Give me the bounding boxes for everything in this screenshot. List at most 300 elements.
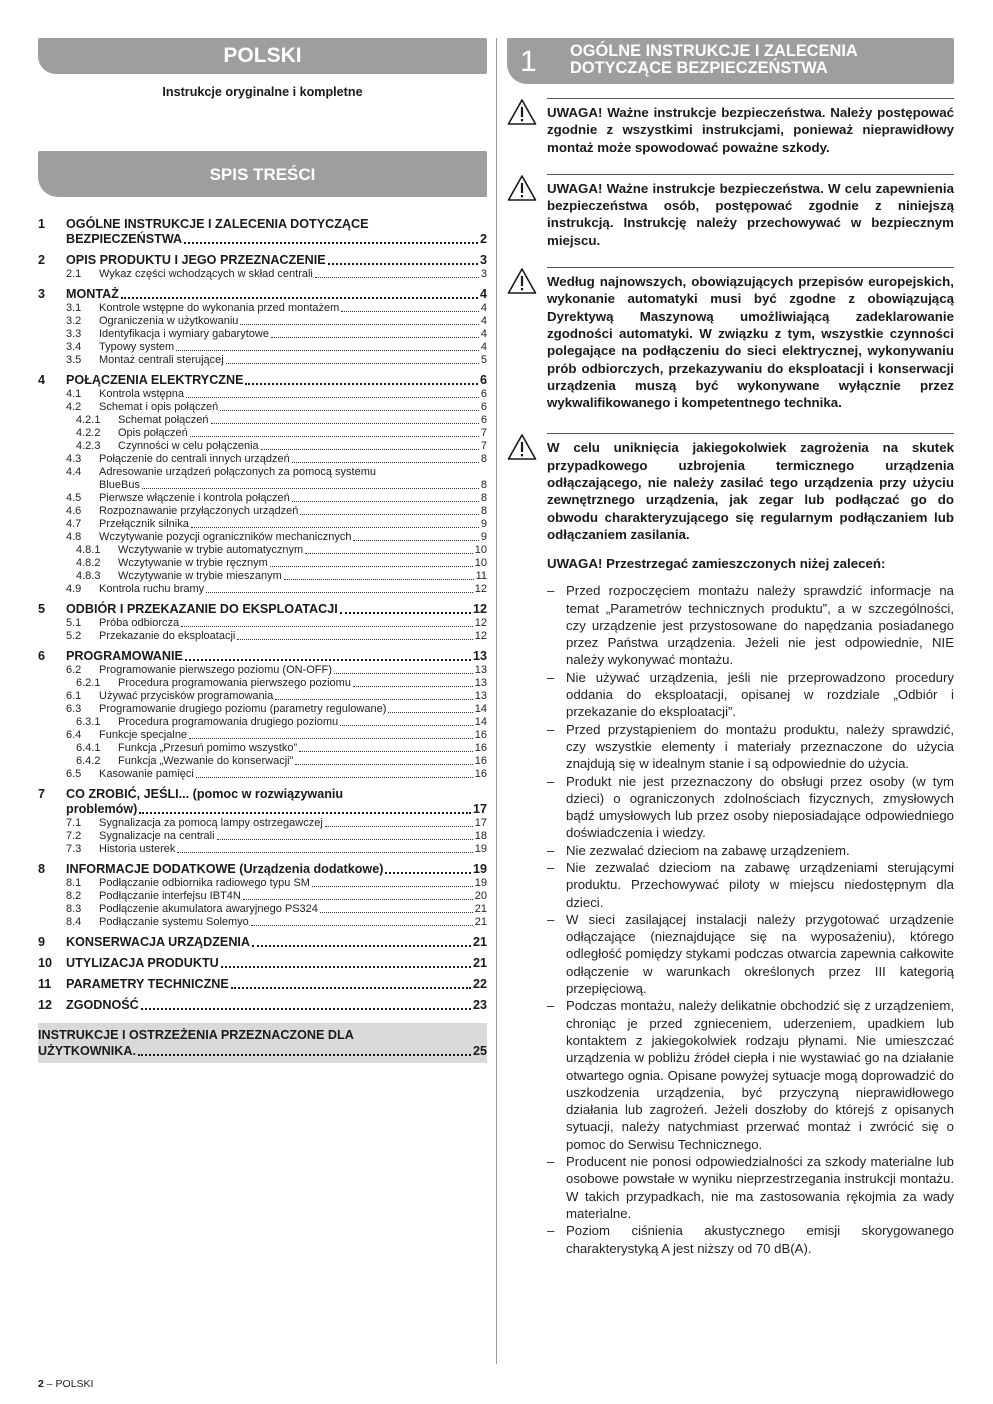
toc-banner: SPIS TREŚCI	[38, 151, 487, 197]
toc-subsection-number: 4.4	[66, 466, 82, 478]
toc-section[interactable]	[38, 998, 487, 1013]
toc-page-number: 16	[474, 768, 487, 780]
toc-subsection-number: 6.4.2	[76, 755, 101, 767]
toc-subsection-number: 4.8	[66, 531, 82, 543]
toc-section-title[interactable]	[66, 649, 487, 664]
toc-leader	[245, 383, 478, 385]
toc-subsection-title: Kontrola ruchu bramy	[99, 583, 205, 595]
toc-subsection[interactable]	[76, 544, 487, 557]
toc-section-title[interactable]	[66, 956, 487, 971]
toc-leader	[240, 324, 478, 325]
toc-section[interactable]	[38, 373, 487, 596]
instruction-item	[547, 1222, 954, 1257]
toc-section[interactable]	[38, 956, 487, 971]
toc-subsection-number: 6.1	[66, 690, 82, 702]
toc-subsection-number: 4.8.3	[76, 570, 101, 582]
toc-leader	[385, 872, 471, 874]
toc-subsection-title: Adresowanie urządzeń połączonych za pomocą systemu	[99, 466, 376, 478]
instruction-text: Nie zezwalać dzieciom na zabawę urządzeniem.	[566, 842, 850, 858]
toc-subsection[interactable]	[76, 755, 487, 768]
toc-title-line: OGÓLNE INSTRUKCJE I ZALECENIA DOTYCZĄCE	[66, 217, 369, 231]
instruction-text: Poziom ciśnienia akustycznego emisji skorygowanego charakterystyką A jest niższy od 70 dB(A).	[566, 1223, 954, 1256]
toc-leader	[237, 639, 472, 640]
document-subtitle: Instrukcje oryginalne i kompletne	[162, 85, 363, 99]
warning-block	[507, 174, 954, 249]
toc-section[interactable]	[38, 787, 487, 856]
toc-page-number: 6	[480, 388, 487, 400]
toc-section-number: 8	[38, 862, 46, 876]
toc-leader	[231, 987, 471, 989]
toc-section-number: 6	[38, 649, 46, 663]
instructions-list	[547, 582, 954, 1257]
warning-icon	[507, 267, 537, 295]
toc-section-title[interactable]	[66, 998, 487, 1013]
toc-page-number: 16	[474, 742, 487, 754]
toc-subsection-number: 4.2.3	[76, 440, 101, 452]
toc-subsection-title: Wczytywanie pozycji ograniczników mechanicznych	[99, 531, 352, 543]
toc-leader	[315, 277, 479, 278]
toc-section-title[interactable]	[66, 373, 487, 388]
toc-leader	[353, 540, 478, 541]
toc-section-title[interactable]	[66, 862, 487, 877]
instruction-item	[547, 842, 954, 859]
toc-subsection-title: Kasowanie pamięci	[99, 768, 194, 780]
toc-subsection-number: 7.3	[66, 843, 82, 855]
toc-page-number: 10	[474, 544, 487, 556]
bullet-dash: –	[547, 721, 555, 737]
toc-subsection-title: Przekazanie do eksploatacji	[99, 630, 236, 642]
chapter-title-line1: OGÓLNE INSTRUKCJE I ZALECENIA	[570, 42, 858, 60]
instruction-item	[547, 721, 954, 773]
toc-subsection-title: Procedura programowania drugiego poziomu	[118, 716, 339, 728]
toc-subsection-number: 4.2.2	[76, 427, 101, 439]
user-section-line1: INSTRUKCJE I OSTRZEŻENIA PRZEZNACZONE DLA	[38, 1028, 354, 1042]
toc-section-title[interactable]	[66, 977, 487, 992]
instruction-text: Producent nie ponosi odpowiedzialności za szkody materialne lub osobowe powstałe w wyniku nieprzestrzegania instrukcji montażu. W takich przypadkach, nie ma zastosowania rękojmia za wady materialne.	[566, 1154, 954, 1221]
toc-page-number: 6	[479, 373, 487, 387]
toc-subsection-title: Funkcja „Wezwanie do konserwacji”	[118, 755, 294, 767]
toc-leader	[190, 436, 479, 437]
toc-subsection-title: Czynności w celu połączenia	[118, 440, 259, 452]
toc-leader	[138, 1054, 471, 1056]
toc-subsection[interactable]	[66, 328, 487, 341]
toc-subsection[interactable]	[66, 466, 487, 479]
toc-section-number: 7	[38, 787, 46, 801]
toc-leader	[191, 527, 479, 528]
instruction-text: Produkt nie jest przeznaczony do obsługi przez osoby (w tym dzieci) o ograniczonych zdolnościach fizycznych, zmysłowych bądź umysłowych lub przez osoby nieposiadające odpowiedniego doświadczenia i wiedzy.	[566, 773, 954, 841]
toc-subsection[interactable]	[66, 664, 487, 677]
toc-section-number: 2	[38, 253, 46, 267]
toc-section[interactable]	[38, 602, 487, 643]
toc-subsection-title: Podłączenie akumulatora awaryjnego PS324	[99, 903, 318, 915]
toc-subsection[interactable]	[66, 617, 487, 630]
toc-leader	[252, 945, 471, 947]
toc-leader	[196, 777, 473, 778]
toc-subsection[interactable]	[66, 268, 487, 281]
toc-subsection-title: Programowanie drugiego poziomu (parametry regulowane)	[99, 703, 387, 715]
toc-subsection[interactable]	[76, 742, 487, 755]
toc-subsection-title: Kontrole wstępne do wykonania przed montażem	[99, 302, 340, 314]
toc-subsection[interactable]	[76, 557, 487, 570]
user-section-page: 25	[472, 1044, 487, 1058]
toc-title-line: INFORMACJE DODATKOWE (Urządzenia dodatkowe)	[66, 862, 384, 876]
toc-page-number: 19	[472, 862, 487, 876]
toc-section-number: 3	[38, 287, 46, 301]
toc-subsection-title: Sygnalizacja za pomocą lampy ostrzegawczej	[99, 817, 323, 829]
bullet-dash: –	[547, 842, 555, 858]
toc-subsection[interactable]	[66, 315, 487, 328]
toc-section[interactable]	[38, 935, 487, 950]
toc-title-line: CO ZROBIĆ, JEŚLI... (pomoc w rozwiązywaniu	[66, 787, 344, 801]
toc-subsection[interactable]	[76, 716, 487, 729]
toc-section-number: 12	[38, 998, 53, 1012]
toc-subsection[interactable]	[66, 690, 487, 703]
toc-subsection-number: 6.5	[66, 768, 82, 780]
toc-section[interactable]	[38, 977, 487, 992]
toc-title-line: problemów)	[66, 802, 138, 816]
toc-page-number: 23	[472, 998, 487, 1012]
warning-block	[507, 98, 954, 156]
toc-page-number: 13	[474, 664, 487, 676]
toc-leader	[141, 1008, 471, 1010]
instruction-item	[547, 911, 954, 997]
toc-subsection[interactable]	[66, 583, 487, 596]
toc-page-number: 14	[474, 703, 487, 715]
toc-subsection-number: 6.3	[66, 703, 82, 715]
toc-subsection-number: 4.8.2	[76, 557, 101, 569]
toc-leader	[320, 912, 473, 913]
toc-leader	[295, 764, 472, 765]
toc-subsection-title: Procedura programowania pierwszego poziomu	[118, 677, 351, 689]
toc-page-number: 4	[480, 315, 487, 327]
toc-subsection-title: Schemat połączeń	[118, 414, 209, 426]
toc-subsection-title: Próba odbiorcza	[99, 617, 180, 629]
toc-subsection-title: Montaż centrali sterującej	[99, 354, 224, 366]
toc-leader	[340, 612, 471, 614]
toc-subsection[interactable]	[66, 630, 487, 643]
toc-subsection-title: Pierwsze włączenie i kontrola połączeń	[99, 492, 290, 504]
bullet-dash: –	[547, 859, 555, 875]
toc-title-line: UTYLIZACJA PRODUKTU	[66, 956, 219, 970]
toc-title-line: ODBIÓR I PRZEKAZANIE DO EKSPLOATACJI	[66, 602, 338, 616]
toc-subsection-title: Wczytywanie w trybie automatycznym	[118, 544, 304, 556]
toc-title-line: BEZPIECZEŃSTWA	[66, 232, 183, 246]
toc-subsection-number: 4.2.1	[76, 414, 101, 426]
toc-page-number: 4	[480, 328, 487, 340]
toc-subsection-title: Wczytywanie w trybie mieszanym	[118, 570, 282, 582]
toc-page-number: 3	[479, 253, 487, 267]
column-divider	[496, 38, 497, 1364]
toc-leader	[206, 592, 473, 593]
instruction-item	[547, 669, 954, 721]
chapter-title-line2: DOTYCZĄCE BEZPIECZEŃSTWA	[570, 59, 828, 77]
toc-page-number: 21	[474, 903, 487, 915]
toc-page-number: 19	[474, 843, 487, 855]
toc-leader	[185, 659, 471, 661]
toc-subsection-number: 3.1	[66, 302, 82, 314]
toc-subsection-title: Programowanie pierwszego poziomu (ON-OFF)	[99, 664, 332, 676]
toc-page-number: 20	[474, 890, 487, 902]
toc-page-number: 6	[480, 414, 487, 426]
toc-subsection-number: 6.3.1	[76, 716, 101, 728]
warning-text: W celu uniknięcia jakiegokolwiek zagrożenia na skutek przypadkowego uzbrojenia termicznego urządzenia odłączającego, nie należy zasilać tego urządzenia przy użyciu zewnętrznego urządzenia, jak zegar lub podłączać go do obwodu charakteryzującego się regularnym podłączaniem lub odłączaniem zasilania.	[547, 433, 954, 543]
toc-subsection-number: 4.5	[66, 492, 82, 504]
toc-page-number: 4	[479, 287, 487, 301]
warning-icon	[507, 433, 537, 461]
toc-subsection[interactable]	[66, 354, 487, 367]
toc-leader	[221, 966, 471, 968]
toc-subsection-title: Podłączanie systemu Solemyo	[99, 916, 249, 928]
toc-leader	[284, 579, 474, 580]
toc-subsection-number: 4.1	[66, 388, 82, 400]
toc-leader	[340, 725, 473, 726]
warning-text: Według najnowszych, obowiązujących przepisów europejskich, wykonanie automatyki musi być zgodne z obowiązującą Dyrektywą Maszynową umożliwiającą zadeklarowanie zgodności automatyki. W związku z tym, wszystkie czynności polegające na podłączeniu do sieci elektrycznej, wykonywaniu prób odbiorczych, przekazywaniu do eksploatacji i konserwacji urządzenia muszą być wykonywane wyłącznie przez wykwalifikowanego i kompetentnego technika.	[547, 267, 954, 411]
toc-subsection[interactable]	[76, 677, 487, 690]
toc-leader	[181, 626, 473, 627]
footer-page-number: 2	[38, 1378, 44, 1390]
toc-subsection-number: 6.4.1	[76, 742, 101, 754]
toc-section[interactable]	[38, 862, 487, 929]
toc-section[interactable]	[38, 253, 487, 281]
warning-icon	[507, 98, 537, 126]
toc-subsection-number: 8.2	[66, 890, 82, 902]
toc-section-title[interactable]	[66, 253, 487, 268]
toc-subsection-title: Typowy system	[99, 341, 175, 353]
toc-subsection[interactable]	[66, 388, 487, 401]
toc-leader	[211, 423, 479, 424]
toc-leader	[226, 363, 479, 364]
toc-subsection-number: 6.2	[66, 664, 82, 676]
toc-subsection-number: 8.4	[66, 916, 82, 928]
toc-subsection-title: Podłączanie odbiornika radiowego typu SM	[99, 877, 310, 889]
toc-subsection-title: Wykaz części wchodzących w skład centrali	[99, 268, 313, 280]
toc-subsection-number: 6.4	[66, 729, 82, 741]
bullet-dash: –	[547, 669, 555, 685]
toc-page-number: 3	[480, 268, 487, 280]
toc-section[interactable]	[38, 287, 487, 367]
toc-subsection[interactable]	[66, 703, 487, 716]
toc-subsection[interactable]	[66, 401, 487, 414]
toc-leader	[292, 501, 479, 502]
bullet-dash: –	[547, 1154, 555, 1170]
toc-subsection-number: 3.5	[66, 354, 82, 366]
toc-subsection-number: 7.2	[66, 830, 82, 842]
toc-leader	[328, 263, 478, 265]
warning-text: UWAGA! Ważne instrukcje bezpieczeństwa. W celu zapewnienia bezpieczeństwa osób, postępować zgodnie z niniejszą instrukcją. Instrukcję należy przechowywać w bezpiecznym miejscu.	[547, 174, 954, 249]
toc-page-number: 6	[480, 401, 487, 413]
toc-subsection-number: 5.1	[66, 617, 82, 629]
toc-section-number: 4	[38, 373, 46, 387]
toc-page-number: 16	[474, 729, 487, 741]
toc-title-row	[66, 232, 487, 247]
toc-title-row	[66, 802, 487, 817]
bullet-dash: –	[547, 911, 555, 927]
toc-subsection-title: Kontrola wstępna	[99, 388, 184, 400]
instruction-text: Przed rozpoczęciem montażu należy sprawdzić informacje na temat „Parametrów technicznych produktu”, a w szczególności, czy urządzenie jest przystosowane do napędzania posiadanego przez Państwa urządzenia. Jeżeli nie jest odpowiednie, NIE należy wykonywać montażu.	[566, 583, 954, 668]
toc-page-number: 4	[480, 302, 487, 314]
toc-subsection-title: Funkcja „Przesuń pomimo wszystko”	[118, 742, 298, 754]
toc-subsection-title: Schemat i opis połączeń	[99, 401, 219, 413]
toc-subsection-title: Sygnalizacje na centrali	[99, 830, 215, 842]
toc-leader	[177, 852, 472, 853]
toc-subsection-number: 2.1	[66, 268, 82, 280]
toc-page-number: 14	[474, 716, 487, 728]
toc-subsection-title: Opis połączeń	[118, 427, 188, 439]
chapter-header	[507, 38, 954, 84]
toc-subsection[interactable]	[76, 427, 487, 440]
bullet-dash: –	[547, 998, 555, 1014]
user-section-entry[interactable]	[38, 1023, 487, 1063]
left-column	[38, 38, 487, 1063]
toc-page-number: 4	[480, 341, 487, 353]
instruction-text: Przed przystąpieniem do montażu produktu, należy sprawdzić, czy wszystkie elementy i materiały przeznaczone do użycia znajdują się w idealnym stanie i są odpowiednie do użycia.	[566, 721, 954, 772]
toc-subsection[interactable]	[66, 877, 487, 890]
warning-block	[507, 267, 954, 411]
toc-subsection-title: Podłączanie interfejsu IBT4N	[99, 890, 241, 902]
toc-page-number: 5	[480, 354, 487, 366]
toc-page-number: 8	[480, 505, 487, 517]
toc-subsection-number: 4.2	[66, 401, 82, 413]
toc-subsection[interactable]	[66, 903, 487, 916]
toc-subsection[interactable]	[66, 843, 487, 856]
toc-page-number: 18	[474, 830, 487, 842]
toc-subsection[interactable]	[76, 414, 487, 427]
toc-section-title[interactable]	[66, 287, 487, 302]
toc-subsection-continued[interactable]	[66, 479, 487, 492]
warning-text: UWAGA! Ważne instrukcje bezpieczeństwa. Należy postępować zgodnie z wszystkimi instrukcjami, ponieważ nieprawidłowy montaż może spowodować poważne szkody.	[547, 98, 954, 156]
toc-title-line: MONTAŻ	[66, 287, 119, 301]
toc-subsection[interactable]	[66, 890, 487, 903]
chapter-number: 1	[520, 45, 537, 78]
instruction-item	[547, 773, 954, 842]
toc-leader	[220, 410, 479, 411]
toc-page-number: 9	[480, 531, 487, 543]
toc-subsection[interactable]	[76, 440, 487, 453]
toc-page-number: 17	[474, 817, 487, 829]
toc-subsection-title: Rozpoznawanie przyłączonych urządzeń	[99, 505, 299, 517]
toc-section-number: 11	[38, 977, 52, 991]
toc-subsection[interactable]	[66, 729, 487, 742]
toc-subsection-number: 4.9	[66, 583, 82, 595]
toc-subsection-number: 3.2	[66, 315, 82, 327]
toc-subsection-number: 4.6	[66, 505, 82, 517]
toc-leader	[217, 839, 473, 840]
toc-subsection[interactable]	[66, 916, 487, 929]
toc-subsection[interactable]	[66, 453, 487, 466]
chapter-title	[570, 43, 858, 77]
toc-section-number: 5	[38, 602, 46, 616]
toc-subsection-title: Ograniczenia w użytkowaniu	[99, 315, 239, 327]
toc-subsection-number: 5.2	[66, 630, 82, 642]
toc-subsection-title: Historia usterek	[99, 843, 176, 855]
toc-leader	[270, 566, 473, 567]
table-of-contents	[38, 217, 487, 1013]
toc-leader	[292, 462, 479, 463]
bullet-dash: –	[547, 773, 555, 789]
toc-title-line: KONSERWACJA URZĄDZENIA	[66, 935, 251, 949]
toc-leader	[251, 925, 473, 926]
toc-section-title[interactable]	[66, 787, 487, 817]
toc-page-number: 12	[474, 617, 487, 629]
toc-title-line: PROGRAMOWANIE	[66, 649, 183, 663]
toc-page-number: 9	[480, 518, 487, 530]
toc-subsection-number: 8.1	[66, 877, 82, 889]
toc-subsection[interactable]	[66, 768, 487, 781]
toc-subsection-title: Używać przycisków programowania	[99, 690, 274, 702]
toc-leader	[176, 350, 479, 351]
toc-page-number: 10	[474, 557, 487, 569]
toc-page-number: 21	[472, 935, 487, 949]
toc-page-number: 13	[474, 677, 487, 689]
toc-leader	[121, 297, 478, 299]
toc-subsection-title: Identyfikacja i wymiary gabarytowe	[99, 328, 269, 340]
toc-section-number: 10	[38, 956, 53, 970]
note-heading: UWAGA! Przestrzegać zamieszczonych niżej zaleceń:	[547, 556, 886, 572]
toc-subsection[interactable]	[66, 531, 487, 544]
toc-leader	[261, 449, 479, 450]
toc-section-title[interactable]	[66, 217, 487, 247]
toc-subsection-title: Funkcje specjalne	[99, 729, 188, 741]
toc-leader	[299, 751, 473, 752]
instruction-text: Podczas montażu, należy delikatnie obchodzić się z urządzeniem, chroniąc je przed zgnieceniem, uderzeniem, upadkiem lub kontaktem z jakiegokolwiek rodzaju płynami. Nie umieszczać urządzenia w pobliżu źródeł ciepła i nie wystawiać go na działanie otwartego ognia. Opisane powyżej sytuacje mogą doprowadzić do uszkodzenia urządzenia, być przyczyną nieprawidłowego działania lub zagrożeń. Jeżeli doszłoby do którejś z opisanych sytuacji, należy natychmiast przerwać montaż i zwrócić się o pomoc do Serwisu Technicznego.	[566, 998, 954, 1152]
toc-subsection[interactable]	[66, 817, 487, 830]
toc-leader	[334, 673, 473, 674]
toc-title-line: OPIS PRODUKTU I JEGO PRZEZNACZENIE	[66, 253, 326, 267]
toc-leader	[325, 826, 473, 827]
toc-page-number: 21	[472, 956, 487, 970]
toc-page-number: 8	[480, 479, 487, 491]
toc-title-line: ZGODNOŚĆ	[66, 998, 139, 1012]
toc-subsection-number: 3.4	[66, 341, 82, 353]
toc-subsection[interactable]	[66, 505, 487, 518]
toc-leader	[271, 337, 479, 338]
warnings-list	[507, 98, 954, 543]
toc-subsection[interactable]	[66, 492, 487, 505]
page-footer	[38, 1378, 93, 1390]
toc-section[interactable]	[38, 649, 487, 781]
toc-section-title[interactable]	[66, 935, 487, 950]
toc-subsection[interactable]	[66, 341, 487, 354]
toc-subsection[interactable]	[76, 570, 487, 583]
instruction-item	[547, 997, 954, 1153]
toc-subsection[interactable]	[66, 302, 487, 315]
language-banner: POLSKI	[38, 38, 487, 74]
toc-title-line: PARAMETRY TECHNICZNE	[66, 977, 229, 991]
toc-section-number: 1	[38, 217, 46, 231]
toc-section-title[interactable]	[66, 602, 487, 617]
toc-page-number: 8	[480, 453, 487, 465]
toc-subsection-number: 8.3	[66, 903, 82, 915]
toc-subsection[interactable]	[66, 830, 487, 843]
toc-page-number: 12	[472, 602, 487, 616]
toc-leader	[184, 242, 478, 244]
toc-page-number: 12	[474, 630, 487, 642]
bullet-dash: –	[547, 583, 555, 599]
toc-leader	[305, 553, 473, 554]
toc-subsection-number: 4.8.1	[76, 544, 101, 556]
toc-subsection[interactable]	[66, 518, 487, 531]
toc-section-number: 9	[38, 935, 46, 949]
instruction-item	[547, 1153, 954, 1222]
toc-page-number: 22	[472, 977, 487, 991]
toc-section[interactable]	[38, 217, 487, 247]
instruction-text: W sieci zasilającej instalacji należy przygotować urządzenie odłączające (nieznajdujące się na wyposażeniu), którego odległość pomiędzy stykami podczas otwarcia zapewnia całkowite odłączenie w warunkach określonych przez III kategorią przepięciową.	[566, 911, 954, 997]
footer-language: POLSKI	[55, 1378, 94, 1390]
toc-leader	[341, 311, 479, 312]
toc-leader	[189, 738, 473, 739]
toc-page-number: 7	[480, 427, 487, 439]
toc-leader	[353, 686, 473, 687]
